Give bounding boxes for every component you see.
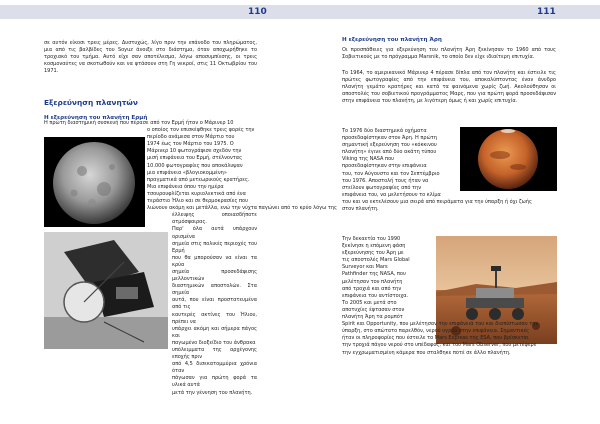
viking-line: προσεδαφίστηκαν στην επιφάνεια [342,163,427,170]
rover-line: από τροχιά και από την [342,285,402,292]
viking-line: σημαντική εξερεύνηση του «κόκκινου [342,142,437,149]
rover-line: Την δεκαετία του 1990 [342,236,401,242]
mercury-line: μετά την γέννηση του πλανήτη. [172,389,253,396]
viking-line: Το 1976 δύο διαστημικά οχήματα [342,128,427,134]
mercury-line: τεράστιο Ήλιο και σε θερμοκρασίες που [147,198,248,205]
rover-line: μελέτησαν τον πλανήτη [342,278,403,285]
viking-line: προσεδαφίστηκαν στον Άρη. Η πρώτη [342,135,437,142]
viking-line: στον πλανήτη. [342,206,379,213]
rover-line: πλανήτη Άρη τα ρομπότ [342,314,403,321]
mercury-line: 10.000 φωτογραφίες που αποκάλυψαν [147,162,243,169]
mercury-line: πάγωσαν για πρώτη φορά τα υλικά αυτά [172,375,257,389]
mercury-line: σημεία προσεδάφισης μελλοντικών [172,268,257,283]
page-number-left: 110 [248,7,267,17]
mercury-line: παγωμένο διοξείδιο του άνθρακα [172,339,256,346]
mercury-line: 1974 έως τον Μάρτιο του 1975. Ο [147,141,234,148]
rover-line: Spirit και Opportunity, που μελέτησαν την επιφάνειά του και διαπίστωσαν την [342,321,539,328]
intro-paragraph: σε αυτόν είκοσι τρεις μέρες. Δυστυχώς, λίγο πριν την επάνοδο του πληρώματος, μια από τις βαλβίδες του Soyuz άνοιξε στο διάστημα, όταν αποχωρήθηκε το τροχιακό του τμήμα. Αυτό είχε σαν αποτέλεσμα, λόγω αποσυμπίεσης, οι τρεις κοσμοναύτες να σκοτωθούν και να φτάσουν στη Γη νεκροί, στις 11 Οκτωβρίου του 1971. [44,40,257,75]
mercury-line: υπάρχει ακόμη και σήμερα πάγος και [172,325,257,339]
right-page [300,0,600,424]
rover-line: επιφάνεια του αντίστοιχα. [342,292,409,299]
mercury-subheading: Η εξερεύνηση του πλανήτη Ερμή [44,115,148,121]
section-heading: Εξερεύνηση πλανητών [44,98,138,107]
mars-paragraph-2: Το 1964, το αμερικανικό Μάρινερ 4 πέρασε δίπλα από τον πλανήτη και έστειλε τις πρώτες φωτογραφίες από την επιφάνεια του, αποκαλύπτοντας έναν άνυδρο πλανήτη γεμάτο κρατήρες και κατά τα φαινόμενα χωρίς ζωή. Ακολούθησαν οι αποστολές του σοβιετικού προγράμματος Μαρς, που για πρώτη φορά προσεδάφισαν στην επιφάνεια του πλανήτη, με λιγότερη όμως ή και χωρίς επιτυχία. [342,70,556,105]
mercury-line: μισή επιφάνεια του Ερμή, στέλνοντας [147,155,243,162]
rover-line: Pathfinder της NASA, που [342,271,406,278]
mercury-line: λιώνουν ακόμη και μετάλλα, ενώ την νύχτα παγώνει από το κρύο λόγω της [147,205,337,212]
viking-line: στείλουν φωτογραφίες από την [342,184,421,191]
rover-line: τις αποστολές Mars Global [342,257,410,264]
rover-line: εξερεύνησης του Άρη με [342,250,404,257]
rover-line: ύπαρξη, στο απώτατο παρελθόν, νερού υγρού στην επιφάνεια. Σημαντικές [342,328,530,335]
rover-line: ήταν οι πληροφορίες που έστειλε το Mars Express της ESA, που βρίσκεται [342,335,529,342]
mercury-line: Μια επιφάνεια όπου την ημέρα [147,183,224,190]
mercury-line: Παρ' όλα αυτά υπάρχουν ορισμένα [172,226,257,240]
rover-line: την εγχρωματισμένη κάμερα που σταλθηκε ποτέ σε άλλο πλανήτη. [342,349,511,356]
rover-line: την τροχιά πάγου νερού στο υπέδαφος, και του Mars Observer, που μετέφερε [342,342,537,349]
rover-line: ξεκίνησε η επόμενη φάση [342,243,406,250]
viking-line: επιφάνεια του, να μελετήσουν το κλίμα [342,191,441,198]
mercury-line: υπόλειμματα της αρχέγονης εποχής πριν [172,347,257,361]
rover-line: Το 2005 και μετά στο [342,299,397,306]
mercury-line: ο οποίος τον επισκέφθηκε τρεις φορές την [147,127,255,134]
mercury-line: έλλειψης οποιασδήποτε ατμόσφαιρας. [172,212,257,226]
viking-line: του 1976. Αποστολή τους ήταν να [342,177,429,184]
mercury-body [44,120,337,397]
viking-line: Viking της NASA που [342,156,395,163]
mercury-line: πραγματικά από μετεωρικούς κρατήρες. [147,176,250,183]
mercury-line: που θα μπορούσαν να είναι τα κρύα [172,254,257,268]
mercury-line: καυτερές ακτίνες του Ήλιου, πρέπει να [172,311,257,325]
mercury-line: μια επιφάνεια «βλογιοκομμένη» [147,169,227,176]
mercury-line: διαστημικών αποστολών. Στα σημεία [172,283,257,297]
mars-subheading: Η εξερεύνηση του πλανήτη Άρη [342,37,442,43]
mercury-line: Μάρινερ 10 φωτογράφισε σχεδόν την [147,148,242,155]
mercury-line: Η πρώτη διαστημική συσκευή που πέρασε από τον Ερμή ήταν ο Μάρινερ 10 [44,120,234,126]
rover-line: αποτυχίες έφτασαν στον [342,306,405,313]
viking-line: πλανήτη» έγινε από δύο ακάτη τύπου [342,149,437,156]
viking-line: του και να εκτελέσουν μια σειρά από πειράματα για την ύπαρξη ή όχι ζωής [342,198,532,205]
mercury-line: αυτά, που είναι προστατευμένα από τις [172,297,257,311]
rover-line: Surveyor και Mars [342,264,388,271]
rover-text-block [342,236,556,357]
mars-paragraph-1: Οι προσπάθειες για εξερεύνηση του πλανήτη Άρη ξεκίνησαν το 1960 από τους Σοβιετικούς με το πρόγραμμα Marsnik, το οποίο δεν είχε ιδιαίτερη επιτυχία. [342,47,556,61]
page-number-right: 111 [537,7,556,17]
mercury-line: περίοδο ανάμεσα στον Μάρτιο του [147,134,235,141]
viking-text-block [342,128,556,213]
mercury-line: τσουρουφλίζεται κυριολεκτικά από ένα [147,190,246,197]
viking-line: του, τον Αύγουστο και τον Σεπτέμβριο [342,170,440,177]
mercury-line: από 4,5 δισεκατομμύρια χρόνια όταν [172,361,257,375]
mercury-line: σημεία στις πολικές περιοχές του Ερμή [172,240,257,254]
